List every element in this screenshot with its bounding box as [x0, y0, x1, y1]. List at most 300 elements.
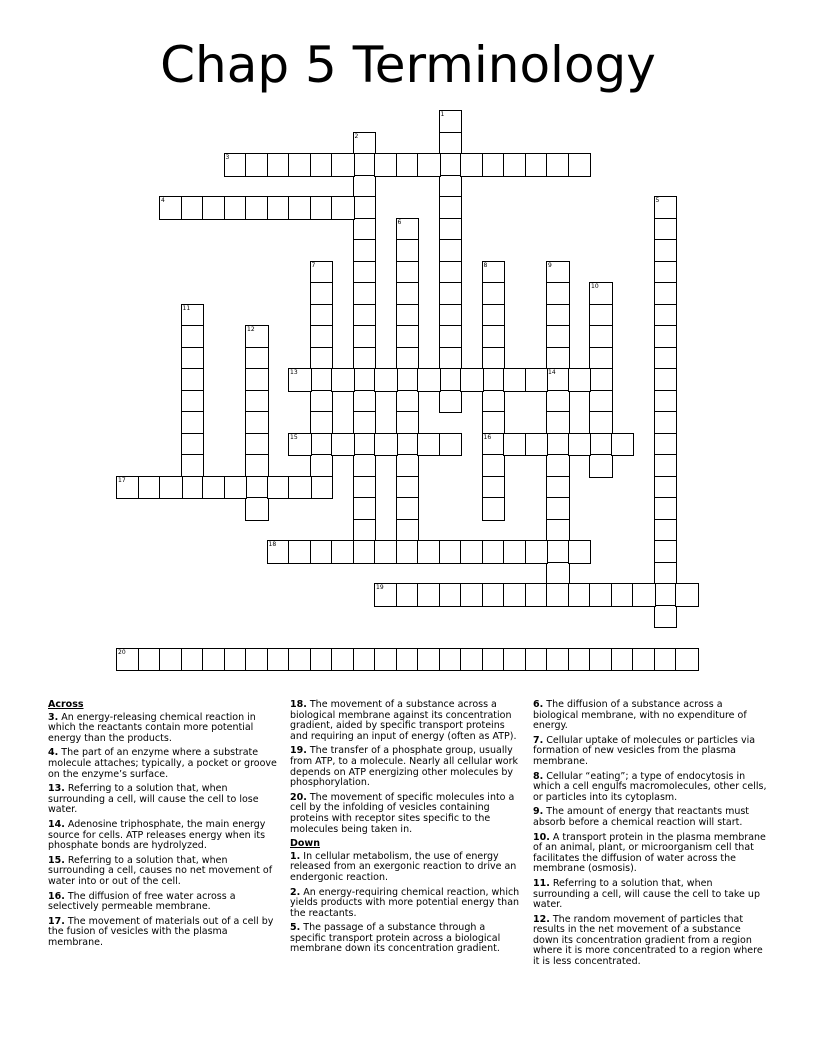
grid-cell[interactable]	[439, 325, 463, 349]
clue-number: 20.	[290, 791, 307, 803]
grid-cell[interactable]	[181, 368, 205, 392]
grid-cell[interactable]	[654, 368, 678, 392]
grid-cell[interactable]	[202, 196, 226, 220]
clue-across	[48, 892, 282, 913]
grid-cell[interactable]	[654, 433, 678, 457]
grid-cell[interactable]	[654, 540, 678, 564]
clue-number: 6.	[533, 699, 544, 710]
grid-cell[interactable]	[568, 433, 592, 457]
grid-cell[interactable]	[460, 583, 484, 607]
grid-cell[interactable]	[353, 454, 377, 478]
clue-number: 5.	[290, 922, 301, 934]
clue-text: Adenosine triphosphate, the main energy source for cells. ATP releases energy when its phosphate bonds are hydrolyzed.	[48, 818, 266, 852]
grid-cell[interactable]	[245, 196, 269, 220]
grid-cell[interactable]	[353, 261, 377, 285]
grid-cell[interactable]	[525, 153, 549, 177]
grid-cell[interactable]	[396, 390, 420, 414]
clue-number: 10.	[533, 831, 550, 843]
grid-cell[interactable]	[396, 454, 420, 478]
grid-cell[interactable]	[288, 476, 312, 500]
clue-text: The part of an enzyme where a substrate molecule attaches; typically, a pocket or groove on the enzyme’s surface.	[48, 747, 277, 780]
grid-cell[interactable]	[288, 540, 312, 564]
grid-cell[interactable]	[331, 196, 355, 220]
grid-cell[interactable]	[202, 476, 226, 500]
clue-number: 3.	[48, 711, 59, 723]
grid-cell[interactable]	[353, 497, 377, 521]
clue-number: 4.	[48, 747, 59, 759]
grid-cell[interactable]	[654, 454, 678, 478]
grid-cell[interactable]	[353, 196, 377, 220]
clue-number-label: 18	[268, 541, 277, 548]
clue-down	[290, 923, 524, 955]
grid-cell[interactable]	[224, 196, 248, 220]
grid-cell[interactable]	[525, 368, 549, 392]
grid-cell[interactable]	[439, 347, 463, 371]
grid-cell[interactable]	[611, 648, 635, 672]
clue-number: 1.	[290, 850, 301, 862]
grid-cell[interactable]	[589, 390, 613, 414]
grid-cell[interactable]	[482, 648, 506, 672]
grid-cell[interactable]	[568, 368, 592, 392]
grid-cell[interactable]	[503, 540, 527, 564]
grid-cell[interactable]	[288, 196, 312, 220]
grid-cell[interactable]	[181, 411, 205, 435]
grid-cell[interactable]	[310, 368, 334, 392]
grid-cell[interactable]	[525, 433, 549, 457]
clues-column-1	[48, 700, 282, 952]
grid-cell[interactable]	[482, 153, 506, 177]
grid-cell[interactable]	[353, 390, 377, 414]
grid-cell[interactable]	[353, 325, 377, 349]
grid-cell[interactable]	[439, 368, 463, 392]
grid-cell[interactable]	[181, 648, 205, 672]
grid-cell[interactable]	[589, 347, 613, 371]
clue-down	[533, 879, 767, 911]
clue-text: The diffusion of a substance across a biological membrane, with no expenditure of energy.	[533, 699, 747, 732]
grid-cell[interactable]	[482, 411, 506, 435]
grid-cell[interactable]	[589, 368, 613, 392]
clue-number-label: 12	[247, 326, 255, 333]
grid-cell[interactable]	[310, 648, 334, 672]
grid-cell[interactable]	[525, 583, 549, 607]
grid-cell[interactable]	[589, 648, 613, 672]
grid-cell[interactable]	[353, 282, 377, 306]
grid-cell[interactable]	[396, 325, 420, 349]
clue-number-label: 1	[440, 111, 445, 118]
clue-down	[290, 852, 524, 884]
clue-number: 2.	[290, 886, 301, 898]
grid-cell[interactable]	[245, 497, 269, 521]
grid-cell[interactable]	[245, 153, 269, 177]
grid-cell[interactable]	[503, 583, 527, 607]
grid-cell[interactable]	[310, 304, 334, 328]
grid-cell[interactable]	[654, 519, 678, 543]
grid-cell[interactable]	[546, 648, 570, 672]
grid-cell[interactable]	[331, 368, 355, 392]
grid-cell[interactable]	[267, 153, 291, 177]
grid-cell[interactable]	[439, 132, 463, 156]
grid-cell[interactable]	[310, 433, 334, 457]
grid-cell[interactable]	[546, 562, 570, 586]
clue-number-label: 5	[655, 197, 660, 204]
grid-cell[interactable]	[245, 390, 269, 414]
grid-cell[interactable]	[546, 433, 570, 457]
grid-cell[interactable]	[353, 476, 377, 500]
clue-number: 18.	[290, 699, 307, 710]
grid-cell[interactable]	[396, 368, 420, 392]
grid-cell[interactable]	[181, 454, 205, 478]
grid-cell[interactable]	[546, 390, 570, 414]
grid-cell[interactable]	[396, 239, 420, 263]
grid-cell[interactable]	[654, 239, 678, 263]
grid-cell[interactable]	[654, 325, 678, 349]
grid-cell[interactable]	[439, 583, 463, 607]
grid-cell[interactable]	[482, 583, 506, 607]
grid-cell[interactable]	[439, 218, 463, 242]
grid-cell[interactable]	[589, 583, 613, 607]
grid-cell[interactable]	[546, 304, 570, 328]
grid-cell[interactable]	[654, 497, 678, 521]
grid-cell[interactable]	[589, 325, 613, 349]
grid-cell[interactable]	[482, 325, 506, 349]
grid-cell[interactable]	[546, 519, 570, 543]
clue-across	[290, 746, 524, 788]
grid-cell[interactable]	[396, 261, 420, 285]
clue-across	[48, 784, 282, 816]
grid-cell[interactable]	[482, 454, 506, 478]
grid-cell[interactable]	[654, 304, 678, 328]
clue-text: The amount of energy that reactants must absorb before a chemical reaction will start.	[533, 806, 750, 828]
grid-cell[interactable]	[267, 648, 291, 672]
grid-cell[interactable]	[267, 196, 291, 220]
grid-cell[interactable]	[654, 347, 678, 371]
grid-cell[interactable]	[396, 476, 420, 500]
grid-cell[interactable]	[568, 648, 592, 672]
grid-cell[interactable]	[482, 347, 506, 371]
grid-cell[interactable]	[460, 540, 484, 564]
grid-cell[interactable]	[503, 648, 527, 672]
clue-section-heading: Across	[48, 699, 84, 710]
grid-cell[interactable]	[353, 175, 377, 199]
grid-cell[interactable]	[267, 476, 291, 500]
grid-cell[interactable]	[589, 433, 613, 457]
clue-number: 12.	[533, 913, 550, 925]
clue-across	[48, 748, 282, 780]
grid-cell[interactable]	[138, 648, 162, 672]
grid-cell[interactable]	[439, 196, 463, 220]
clue-number-label: 14	[548, 369, 556, 376]
clue-number: 19.	[290, 745, 307, 757]
clue-across	[48, 917, 282, 949]
grid-cell[interactable]	[245, 454, 269, 478]
grid-cell[interactable]	[546, 347, 570, 371]
grid-cell[interactable]	[159, 476, 183, 500]
clue-text: Cellular uptake of molecules or particles via formation of new vesicles from the plasma membrane.	[533, 734, 756, 767]
grid-cell[interactable]	[482, 368, 506, 392]
grid-cell[interactable]	[288, 648, 312, 672]
grid-cell[interactable]	[503, 153, 527, 177]
grid-cell[interactable]	[546, 476, 570, 500]
grid-cell[interactable]	[374, 368, 398, 392]
grid-cell[interactable]	[353, 411, 377, 435]
grid-cell[interactable]	[396, 304, 420, 328]
grid-cell[interactable]	[310, 454, 334, 478]
grid-cell[interactable]	[374, 433, 398, 457]
grid-cell[interactable]	[568, 153, 592, 177]
clue-number-label: 17	[118, 476, 126, 484]
grid-cell[interactable]	[245, 347, 269, 371]
grid-cell[interactable]	[460, 368, 484, 392]
grid-cell[interactable]	[654, 583, 678, 607]
grid-cell[interactable]	[353, 519, 377, 543]
clue-down	[533, 833, 767, 875]
grid-cell[interactable]	[546, 454, 570, 478]
grid-cell[interactable]	[374, 648, 398, 672]
clue-number-label: 3	[225, 154, 230, 161]
clue-across	[290, 793, 524, 835]
grid-cell[interactable]	[396, 540, 420, 564]
grid-cell[interactable]	[439, 390, 463, 414]
grid-cell[interactable]	[525, 648, 549, 672]
grid-cell[interactable]	[396, 411, 420, 435]
grid-cell[interactable]	[310, 153, 334, 177]
page-title: Chap 5 Terminology	[160, 36, 656, 94]
clue-number-label: 8	[483, 261, 488, 269]
grid-cell[interactable]	[396, 433, 420, 457]
grid-cell[interactable]	[439, 153, 463, 177]
grid-cell[interactable]	[331, 433, 355, 457]
grid-cell[interactable]	[310, 325, 334, 349]
grid-cell[interactable]	[245, 433, 269, 457]
clue-text: Referring to a solution that, when surrounding a cell, causes no net movement of water into or out of the cell.	[48, 854, 273, 887]
grid-cell[interactable]	[439, 239, 463, 263]
grid-cell[interactable]	[654, 562, 678, 586]
grid-cell[interactable]	[546, 497, 570, 521]
grid-cell[interactable]	[310, 540, 334, 564]
clue-down	[533, 736, 767, 768]
grid-cell[interactable]	[589, 411, 613, 435]
grid-cell[interactable]	[654, 390, 678, 414]
grid-cell[interactable]	[589, 304, 613, 328]
grid-cell[interactable]	[159, 648, 183, 672]
grid-cell[interactable]	[675, 583, 699, 607]
grid-cell[interactable]	[138, 476, 162, 500]
grid-cell[interactable]	[611, 583, 635, 607]
grid-cell[interactable]	[417, 540, 441, 564]
grid-cell[interactable]	[654, 218, 678, 242]
grid-cell[interactable]	[331, 540, 355, 564]
grid-cell[interactable]	[611, 433, 635, 457]
grid-cell[interactable]	[439, 261, 463, 285]
grid-cell[interactable]	[245, 476, 269, 500]
clue-text: The diffusion of free water across a selectively permeable membrane.	[48, 890, 236, 913]
grid-cell[interactable]	[675, 648, 699, 672]
clue-across	[48, 820, 282, 852]
clue-number-label: 16	[483, 433, 492, 441]
clue-text: Cellular “eating”; a type of endocytosis in which a cell engulfs macromolecules, other cells, or particles into its cytoplasm.	[533, 770, 767, 803]
grid-cell[interactable]	[181, 325, 205, 349]
clue-down	[533, 772, 767, 804]
grid-cell[interactable]	[310, 196, 334, 220]
grid-cell[interactable]	[460, 648, 484, 672]
grid-cell[interactable]	[546, 153, 570, 177]
clue-number-label: 11	[182, 304, 191, 312]
grid-cell[interactable]	[632, 583, 656, 607]
clue-number-label: 4	[161, 197, 165, 204]
clue-number: 15.	[48, 854, 65, 866]
grid-cell[interactable]	[374, 540, 398, 564]
clue-text: An energy-releasing chemical reaction in which the reactants contain more potential energy than the products.	[48, 711, 256, 744]
clue-across	[48, 713, 282, 745]
grid-cell[interactable]	[310, 476, 334, 500]
grid-cell[interactable]	[396, 519, 420, 543]
grid-cell[interactable]	[396, 497, 420, 521]
clues-column-2	[290, 700, 524, 959]
clues-column-3	[533, 700, 767, 972]
grid-cell[interactable]	[439, 648, 463, 672]
grid-cell[interactable]	[417, 153, 441, 177]
clue-number-label: 19	[376, 584, 384, 591]
clue-text: An energy-requiring chemical reaction, which yields products with more potential energy than the reactants.	[290, 886, 520, 919]
clue-text: The transfer of a phosphate group, usually from ATP, to a molecule. Nearly all cellular work depends on ATP energizing other molecules by phosphorylation.	[290, 745, 518, 789]
clue-text: Referring to a solution that, when surrounding a cell, will cause the cell to take up water.	[533, 877, 760, 911]
clue-down	[533, 915, 767, 968]
clue-down	[533, 700, 767, 732]
clue-number-label: 9	[548, 261, 552, 269]
clue-number: 16.	[48, 890, 65, 902]
grid-cell[interactable]	[417, 583, 441, 607]
grid-cell[interactable]	[417, 368, 441, 392]
grid-cell[interactable]	[245, 368, 269, 392]
grid-cell[interactable]	[396, 282, 420, 306]
clue-text: The movement of a substance across a biological membrane against its concentration gradient, aided by specific transport proteins and requiring an input of energy (often as ATP).	[290, 699, 517, 742]
grid-cell[interactable]	[353, 648, 377, 672]
clue-number-label: 6	[397, 218, 402, 226]
grid-cell[interactable]	[288, 153, 312, 177]
grid-cell[interactable]	[654, 648, 678, 672]
grid-cell[interactable]	[396, 583, 420, 607]
clue-text: A transport protein in the plasma membrane of an animal, plant, or microorganism cell that facilitates the diffusion of water across the membrane (osmosis).	[533, 831, 766, 875]
grid-cell[interactable]	[353, 368, 377, 392]
grid-cell[interactable]	[482, 540, 506, 564]
grid-cell[interactable]	[439, 304, 463, 328]
clue-number: 9.	[533, 806, 544, 818]
grid-cell[interactable]	[568, 583, 592, 607]
clue-section-heading: Down	[290, 838, 320, 850]
grid-cell[interactable]	[417, 433, 441, 457]
grid-cell[interactable]	[374, 153, 398, 177]
grid-cell[interactable]	[396, 347, 420, 371]
grid-cell[interactable]	[353, 540, 377, 564]
grid-cell[interactable]	[353, 304, 377, 328]
grid-cell[interactable]	[181, 347, 205, 371]
clue-number: 13.	[48, 783, 65, 795]
grid-cell[interactable]	[310, 390, 334, 414]
grid-cell[interactable]	[525, 540, 549, 564]
grid-cell[interactable]	[245, 411, 269, 435]
grid-cell[interactable]	[353, 153, 377, 177]
grid-cell[interactable]	[181, 390, 205, 414]
grid-cell[interactable]	[224, 648, 248, 672]
grid-cell[interactable]	[546, 540, 570, 564]
grid-cell[interactable]	[181, 196, 205, 220]
clue-number-label: 15	[290, 433, 298, 441]
clue-number-label: 10	[591, 283, 599, 290]
grid-cell[interactable]	[396, 648, 420, 672]
grid-cell[interactable]	[546, 583, 570, 607]
grid-cell[interactable]	[417, 648, 441, 672]
grid-cell[interactable]	[568, 540, 592, 564]
clue-text: The random movement of particles that results in the net movement of a substance down its concentration gradient from a region where it is more concentrated to a region where it is less concentrated.	[533, 913, 763, 968]
grid-cell[interactable]	[546, 325, 570, 349]
grid-cell[interactable]	[331, 153, 355, 177]
grid-cell[interactable]	[224, 476, 248, 500]
clue-text: The passage of a substance through a specific transport protein across a biological membrane down its concentration gradient.	[290, 922, 501, 955]
clue-text: In cellular metabolism, the use of energy released from an exergonic reaction to drive an endergonic reaction.	[290, 850, 517, 883]
grid-cell[interactable]	[353, 433, 377, 457]
clue-down	[533, 807, 767, 828]
clue-number: 11.	[533, 877, 550, 889]
clue-text: Referring to a solution that, when surrounding a cell, will cause the cell to lose water.	[48, 783, 259, 816]
grid-cell[interactable]	[396, 153, 420, 177]
grid-cell[interactable]	[353, 218, 377, 242]
grid-cell[interactable]	[482, 476, 506, 500]
grid-cell[interactable]	[439, 282, 463, 306]
clue-down	[290, 888, 524, 920]
grid-cell[interactable]	[482, 390, 506, 414]
grid-cell[interactable]	[181, 476, 205, 500]
grid-cell[interactable]	[310, 347, 334, 371]
grid-cell[interactable]	[181, 433, 205, 457]
grid-cell[interactable]	[546, 411, 570, 435]
grid-cell[interactable]	[654, 282, 678, 306]
grid-cell[interactable]	[331, 648, 355, 672]
clue-across	[48, 856, 282, 888]
grid-cell[interactable]	[632, 648, 656, 672]
grid-cell[interactable]	[503, 368, 527, 392]
grid-cell[interactable]	[245, 648, 269, 672]
clue-text: The movement of specific molecules into a cell by the infolding of vesicles containing proteins with receptor sites specific to the molecules being taken in.	[290, 791, 515, 835]
clue-number: 8.	[533, 770, 544, 782]
grid-cell[interactable]	[460, 153, 484, 177]
grid-cell[interactable]	[654, 261, 678, 285]
grid-cell[interactable]	[353, 347, 377, 371]
grid-cell[interactable]	[310, 282, 334, 306]
grid-cell[interactable]	[482, 304, 506, 328]
clue-number-label: 7	[311, 261, 316, 269]
grid-cell[interactable]	[310, 411, 334, 435]
clue-text: The movement of materials out of a cell by the fusion of vesicles with the plasma membrane.	[48, 915, 274, 948]
grid-cell[interactable]	[589, 454, 613, 478]
grid-cell[interactable]	[654, 605, 678, 629]
grid-cell[interactable]	[654, 476, 678, 500]
clue-number-label: 20	[118, 648, 126, 656]
grid-cell[interactable]	[439, 540, 463, 564]
grid-cell[interactable]	[353, 239, 377, 263]
grid-cell[interactable]	[202, 648, 226, 672]
clue-across	[290, 700, 524, 742]
clue-number: 7.	[533, 734, 544, 746]
grid-cell[interactable]	[482, 497, 506, 521]
clue-number-label: 2	[354, 132, 359, 140]
grid-cell[interactable]	[482, 282, 506, 306]
clue-number: 14.	[48, 818, 65, 830]
grid-cell[interactable]	[503, 433, 527, 457]
grid-cell[interactable]	[546, 282, 570, 306]
grid-cell[interactable]	[439, 175, 463, 199]
grid-cell[interactable]	[439, 433, 463, 457]
grid-cell[interactable]	[654, 411, 678, 435]
